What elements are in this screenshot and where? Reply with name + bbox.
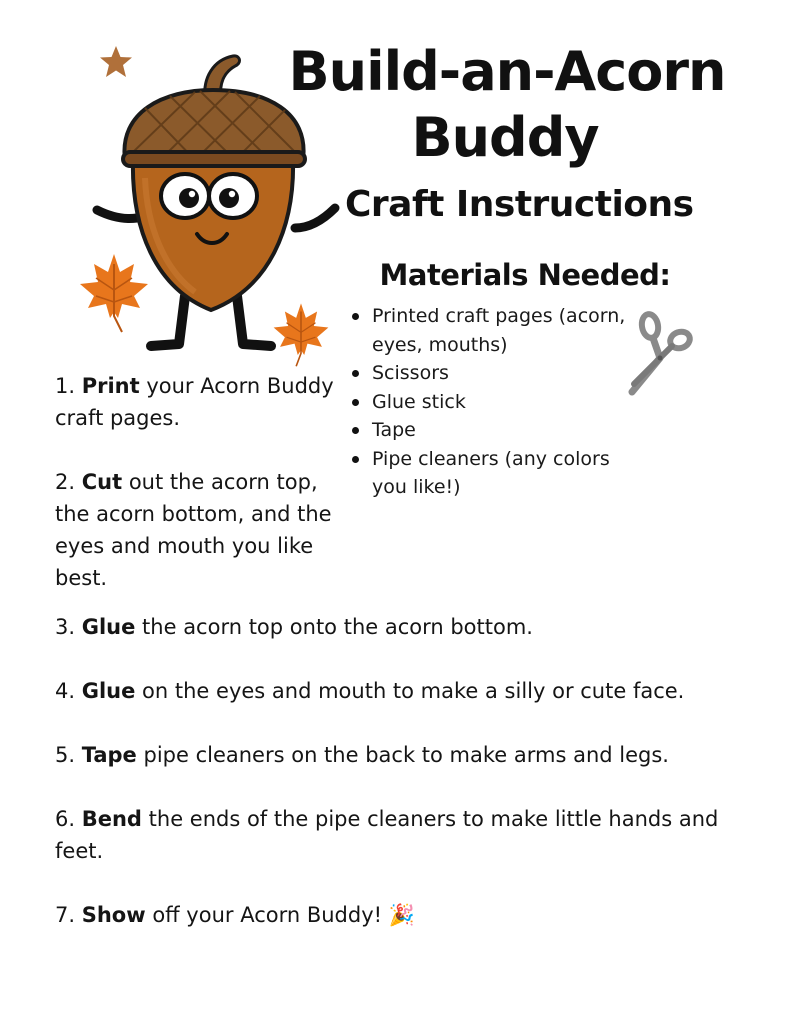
material-item: Printed craft pages (acorn, eyes, mouths) <box>348 302 628 359</box>
step-text: the ends of the pipe cleaners to make little hands and feet. <box>55 807 719 863</box>
step-5 <box>55 739 735 771</box>
step-number: 4. <box>55 679 76 703</box>
step-verb: Bend <box>81 807 142 831</box>
page-title-line2: Buddy <box>411 106 599 169</box>
material-item: Glue stick <box>348 388 628 417</box>
material-item: Scissors <box>348 359 628 388</box>
material-item: Pipe cleaners (any colors you like!) <box>348 445 628 502</box>
step-text: the acorn top onto the acorn bottom. <box>135 615 533 639</box>
step-text: off your Acorn Buddy! 🎉 <box>145 903 415 927</box>
materials-heading: Materials Needed: <box>379 258 671 292</box>
step-verb: Cut <box>81 470 123 494</box>
step-verb: Glue <box>81 615 136 639</box>
step-number: 5. <box>55 743 76 767</box>
material-item: Tape <box>348 416 628 445</box>
step-number: 7. <box>55 903 76 927</box>
step-number: 6. <box>55 807 76 831</box>
step-6 <box>55 803 745 867</box>
step-text: pipe cleaners on the back to make arms and legs. <box>136 743 669 767</box>
step-text: out the acorn top, the acorn bottom, and the eyes and mouth you like best. <box>55 470 332 590</box>
materials-list <box>348 302 628 502</box>
step-number: 1. <box>55 374 76 398</box>
step-verb: Print <box>81 374 140 398</box>
step-2 <box>55 466 350 594</box>
step-7 <box>55 899 735 931</box>
step-verb: Tape <box>81 743 137 767</box>
step-text: your Acorn Buddy craft pages. <box>55 374 334 430</box>
step-number: 2. <box>55 470 76 494</box>
step-1 <box>55 370 345 434</box>
maple-leaf-icon <box>272 300 330 368</box>
step-verb: Show <box>81 903 146 927</box>
step-4 <box>55 675 735 707</box>
maple-leaf-icon <box>78 250 150 334</box>
step-number: 3. <box>55 615 76 639</box>
step-3 <box>55 611 735 643</box>
step-text: on the eyes and mouth to make a silly or cute face. <box>135 679 685 703</box>
scissors-icon <box>620 310 700 400</box>
page-title-line1: Build-an-Acorn <box>288 40 726 103</box>
page-subtitle: Craft Instructions <box>345 184 694 225</box>
step-verb: Glue <box>81 679 136 703</box>
